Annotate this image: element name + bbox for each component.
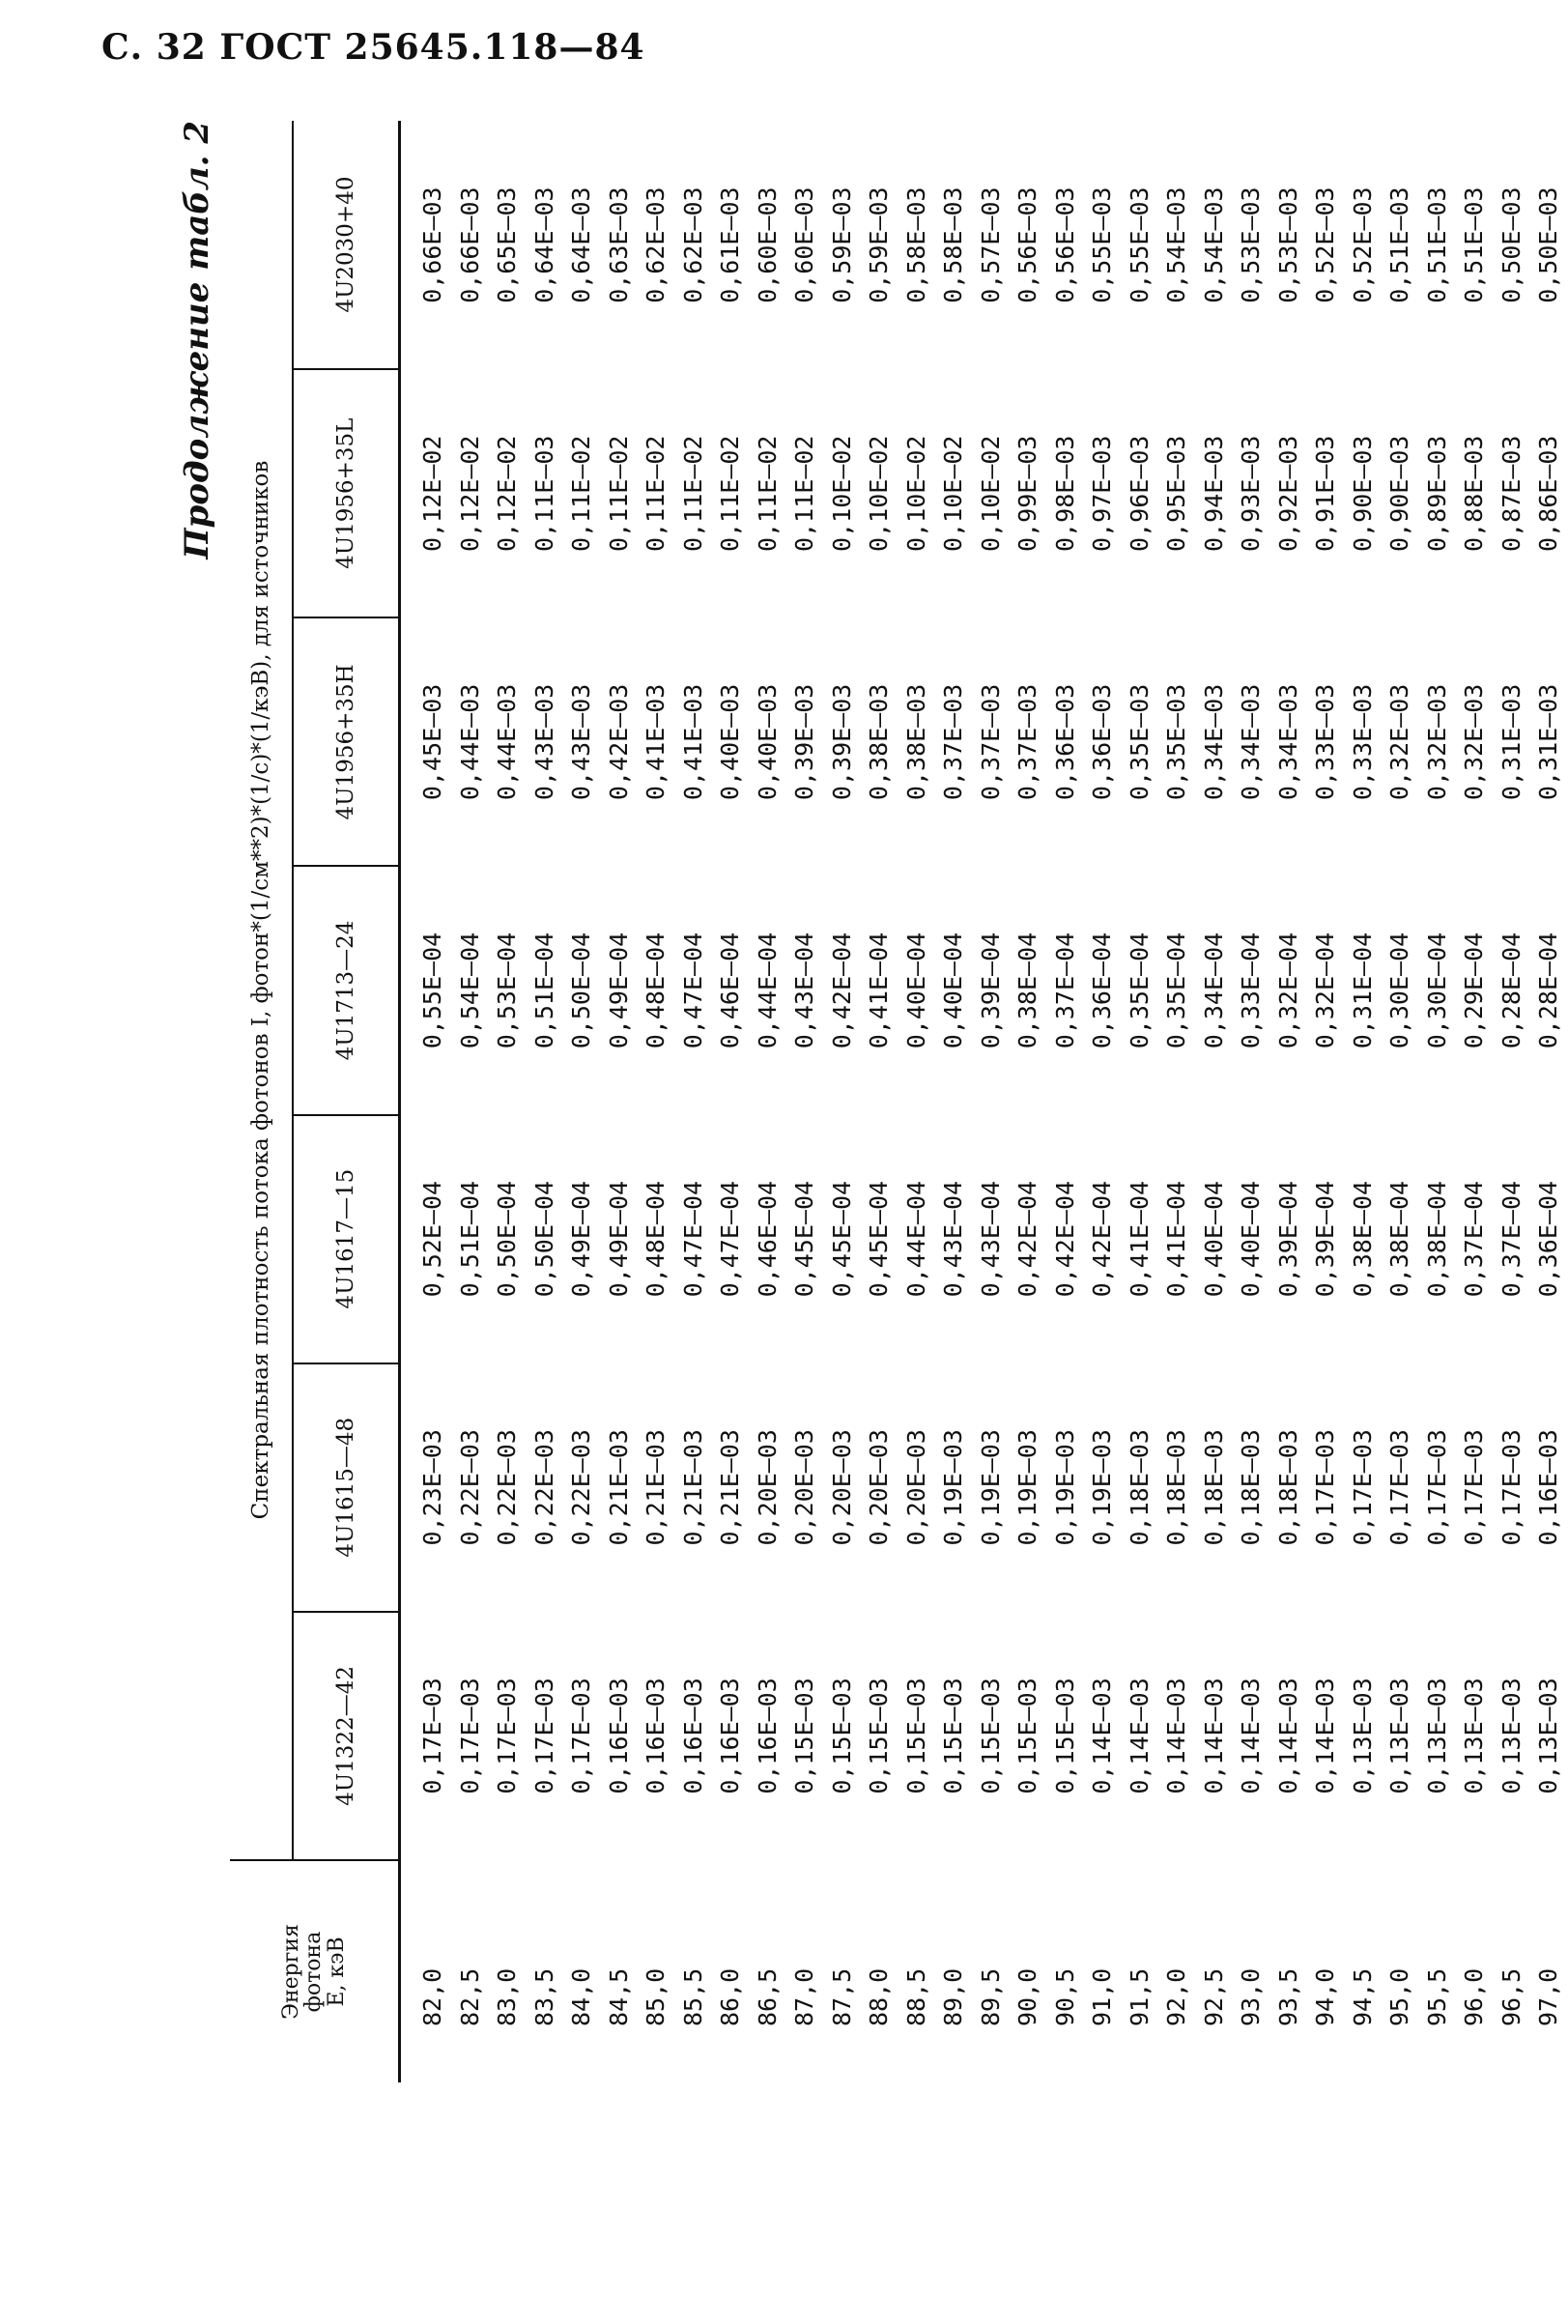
value-cell: 0,14E—03 [1125,1678,1154,1794]
value-cell: 0,37E—04 [1497,1180,1525,1298]
table-row [973,121,1011,2082]
energy-cell: 94,5 [1348,1967,1377,2026]
table-row [601,121,639,2082]
value-cell: 0,19E—03 [1050,1429,1079,1546]
value-cell: 0,41E—04 [1162,1180,1190,1298]
value-cell: 0,17E—03 [455,1678,484,1794]
value-cell: 0,20E—03 [753,1429,782,1546]
value-cell: 0,21E—03 [716,1429,744,1546]
energy-cell: 82,5 [455,1967,484,2026]
value-cell: 0,89E—03 [1422,435,1451,552]
value-cell: 0,54E—03 [1162,186,1190,303]
value-cell: 0,11E—02 [641,435,670,552]
value-cell: 0,99E—03 [1013,435,1041,552]
value-cell: 0,63E—03 [604,186,633,303]
value-cell: 0,42E—04 [1088,1180,1116,1298]
value-cell: 0,45E—04 [790,1180,818,1298]
value-cell: 0,88E—03 [1460,435,1488,552]
table-row [527,121,564,2082]
value-cell: 0,18E—03 [1162,1429,1190,1546]
value-cell: 0,49E—04 [604,1180,633,1298]
value-cell: 0,35E—03 [1125,683,1154,801]
value-cell: 0,15E—03 [827,1678,856,1794]
value-cell: 0,15E—03 [790,1678,818,1794]
value-cell: 0,43E—04 [976,1180,1005,1298]
value-cell: 0,43E—03 [567,683,595,801]
value-cell: 0,58E—03 [939,186,967,303]
value-cell: 0,35E—04 [1162,932,1190,1049]
value-cell: 0,37E—03 [939,683,967,801]
value-cell: 0,14E—03 [1088,1678,1116,1794]
energy-cell: 96,0 [1460,1967,1488,2026]
energy-cell: 90,0 [1013,1967,1041,2026]
value-cell: 0,65E—03 [493,186,521,303]
table-row [1456,121,1494,2082]
value-cell: 0,22E—03 [493,1429,521,1546]
value-cell: 0,31E—04 [1348,932,1377,1049]
table-row [1233,121,1270,2082]
value-cell: 0,49E—04 [604,932,633,1049]
table-row [1382,121,1419,2082]
value-cell: 0,47E—04 [716,1180,744,1298]
table-row [400,121,452,2082]
value-cell: 0,10E—02 [865,435,893,552]
value-cell: 0,16E—03 [716,1678,744,1794]
value-cell: 0,18E—03 [1273,1429,1302,1546]
energy-cell: 85,0 [641,1967,670,2026]
source-column-header: 4U1322—42 [293,1612,400,1860]
value-cell: 0,11E—02 [604,435,633,552]
value-cell: 0,19E—03 [976,1429,1005,1546]
energy-header-line: Энергия [279,1924,304,2020]
table-row [824,121,862,2082]
value-cell: 0,51E—04 [455,1180,484,1298]
value-cell: 0,34E—03 [1199,683,1228,801]
page-header: С. 32 ГОСТ 25645.118—84 [101,27,645,68]
energy-cell: 83,5 [529,1967,558,2026]
value-cell: 0,95E—03 [1162,435,1190,552]
value-cell: 0,40E—03 [716,683,744,801]
table-row [1345,121,1383,2082]
value-cell: 0,15E—03 [976,1678,1005,1794]
value-cell: 0,50E—04 [567,932,595,1049]
value-cell: 0,40E—03 [753,683,782,801]
value-cell: 0,16E—03 [678,1678,707,1794]
value-cell: 0,32E—03 [1385,683,1413,801]
value-cell: 0,40E—04 [939,932,967,1049]
value-cell: 0,42E—04 [827,932,856,1049]
value-cell: 0,54E—03 [1199,186,1228,303]
value-cell: 0,35E—04 [1125,932,1154,1049]
value-cell: 0,14E—03 [1273,1678,1302,1794]
source-header-row [293,121,400,2082]
value-cell: 0,47E—04 [678,932,707,1049]
value-cell: 0,60E—03 [753,186,782,303]
value-cell: 0,51E—03 [1385,186,1413,303]
value-cell: 0,51E—04 [529,932,558,1049]
value-cell: 0,13E—03 [1534,1678,1562,1794]
value-cell: 0,41E—04 [1125,1180,1154,1298]
table-row [712,121,750,2082]
value-cell: 0,62E—03 [641,186,670,303]
value-cell: 0,16E—03 [604,1678,633,1794]
value-cell: 0,13E—03 [1348,1678,1377,1794]
energy-cell: 96,5 [1497,1967,1525,2026]
value-cell: 0,17E—03 [1460,1429,1488,1546]
energy-cell: 95,5 [1422,1967,1451,2026]
value-cell: 0,38E—03 [901,683,930,801]
spectral-density-table [230,121,1568,2082]
value-cell: 0,18E—03 [1199,1429,1228,1546]
value-cell: 0,37E—04 [1050,932,1079,1049]
value-cell: 0,41E—04 [865,932,893,1049]
energy-cell: 85,5 [678,1967,707,2026]
value-cell: 0,17E—03 [1497,1429,1525,1546]
value-cell: 0,43E—03 [529,683,558,801]
value-cell: 0,11E—02 [753,435,782,552]
value-cell: 0,17E—03 [418,1678,446,1794]
source-column-header: 4U1956+35L [293,369,400,617]
value-cell: 0,39E—04 [1273,1180,1302,1298]
source-column-header: 4U2030+40 [293,121,400,369]
value-cell: 0,11E—03 [529,435,558,552]
value-cell: 0,44E—03 [493,683,521,801]
energy-cell: 84,0 [567,1967,595,2026]
energy-header-line: фотона [301,1931,327,2013]
value-cell: 0,97E—03 [1088,435,1116,552]
value-cell: 0,10E—02 [901,435,930,552]
value-cell: 0,21E—03 [678,1429,707,1546]
value-cell: 0,48E—04 [641,932,670,1049]
value-cell: 0,42E—04 [1050,1180,1079,1298]
source-column-header: 4U1615—48 [293,1363,400,1612]
value-cell: 0,37E—04 [1460,1180,1488,1298]
value-cell: 0,94E—03 [1199,435,1228,552]
value-cell: 0,31E—03 [1497,683,1525,801]
value-cell: 0,66E—03 [455,186,484,303]
value-cell: 0,44E—04 [901,1180,930,1298]
value-cell: 0,38E—04 [1013,932,1041,1049]
value-cell: 0,92E—03 [1273,435,1302,552]
table-row [1530,121,1568,2082]
value-cell: 0,53E—03 [1273,186,1302,303]
value-cell: 0,55E—03 [1125,186,1154,303]
value-cell: 0,59E—03 [827,186,856,303]
value-cell: 0,87E—03 [1497,435,1525,552]
value-cell: 0,53E—04 [493,932,521,1049]
value-cell: 0,55E—03 [1088,186,1116,303]
energy-cell: 91,0 [1088,1967,1116,2026]
table-row [1084,121,1122,2082]
value-cell: 0,13E—03 [1497,1678,1525,1794]
energy-cell: 88,5 [901,1967,930,2026]
value-cell: 0,54E—04 [455,932,484,1049]
value-cell: 0,13E—03 [1460,1678,1488,1794]
continuation-label: Продолжение табл. 2 [178,121,216,559]
value-cell: 0,17E—03 [567,1678,595,1794]
value-cell: 0,51E—03 [1460,186,1488,303]
energy-cell: 84,5 [604,1967,633,2026]
table-row [1158,121,1196,2082]
value-cell: 0,17E—03 [493,1678,521,1794]
table-row [489,121,527,2082]
value-cell: 0,50E—03 [1534,186,1562,303]
energy-cell: 95,0 [1385,1967,1413,2026]
value-cell: 0,30E—04 [1422,932,1451,1049]
value-cell: 0,20E—03 [865,1429,893,1546]
value-cell: 0,96E—03 [1125,435,1154,552]
value-cell: 0,43E—04 [790,932,818,1049]
value-cell: 0,34E—03 [1273,683,1302,801]
value-cell: 0,32E—03 [1460,683,1488,801]
energy-cell: 87,5 [827,1967,856,2026]
energy-column-header [230,1860,400,2082]
table-row [1196,121,1234,2082]
value-cell: 0,37E—03 [1013,683,1041,801]
energy-cell: 88,0 [865,1967,893,2026]
value-cell: 0,17E—03 [529,1678,558,1794]
value-cell: 0,15E—03 [1050,1678,1079,1794]
value-cell: 0,47E—04 [678,1180,707,1298]
value-cell: 0,16E—03 [641,1678,670,1794]
value-cell: 0,55E—04 [418,932,446,1049]
value-cell: 0,11E—02 [716,435,744,552]
value-cell: 0,35E—03 [1162,683,1190,801]
value-cell: 0,19E—03 [1088,1429,1116,1546]
value-cell: 0,38E—04 [1422,1180,1451,1298]
value-cell: 0,39E—03 [790,683,818,801]
value-cell: 0,38E—04 [1385,1180,1413,1298]
table-row [1270,121,1308,2082]
value-cell: 0,62E—03 [678,186,707,303]
source-column-header: 4U1713—24 [293,866,400,1114]
value-cell: 0,52E—03 [1311,186,1339,303]
energy-cell: 91,5 [1125,1967,1154,2026]
source-column-header: 4U1956+35H [293,617,400,866]
value-cell: 0,31E—03 [1534,683,1562,801]
value-cell: 0,23E—03 [418,1429,446,1546]
table-row [1419,121,1457,2082]
value-cell: 0,36E—03 [1088,683,1116,801]
table-row [1307,121,1345,2082]
value-cell: 0,14E—03 [1162,1678,1190,1794]
value-cell: 0,15E—03 [939,1678,967,1794]
table-row [1122,121,1159,2082]
value-cell: 0,57E—03 [976,186,1005,303]
value-cell: 0,10E—02 [827,435,856,552]
value-cell: 0,18E—03 [1125,1429,1154,1546]
table-row [675,121,713,2082]
value-cell: 0,20E—03 [827,1429,856,1546]
value-cell: 0,19E—03 [1013,1429,1041,1546]
value-cell: 0,90E—03 [1385,435,1413,552]
energy-cell: 87,0 [790,1967,818,2026]
value-cell: 0,60E—03 [790,186,818,303]
value-cell: 0,43E—04 [939,1180,967,1298]
value-cell: 0,48E—04 [641,1180,670,1298]
value-cell: 0,42E—04 [1013,1180,1041,1298]
energy-cell: 92,5 [1199,1967,1228,2026]
energy-cell: 82,0 [418,1967,446,2026]
table-row [935,121,973,2082]
value-cell: 0,11E—02 [790,435,818,552]
value-cell: 0,40E—04 [1199,1180,1228,1298]
table-body [400,121,1568,2082]
value-cell: 0,22E—03 [529,1429,558,1546]
value-cell: 0,29E—04 [1460,932,1488,1049]
energy-cell: 92,0 [1162,1967,1190,2026]
value-cell: 0,44E—03 [455,683,484,801]
value-cell: 0,13E—03 [1385,1678,1413,1794]
value-cell: 0,22E—03 [455,1429,484,1546]
value-cell: 0,33E—04 [1237,932,1265,1049]
value-cell: 0,33E—03 [1348,683,1377,801]
value-cell: 0,21E—03 [604,1429,633,1546]
value-cell: 0,52E—03 [1348,186,1377,303]
value-cell: 0,42E—03 [604,683,633,801]
value-cell: 0,46E—04 [716,932,744,1049]
group-header: Спектральная плотность потока фотонов I, фотон*(1/см**2)*(1/с)*(1/кэВ), для источников [230,121,293,1860]
value-cell: 0,49E—04 [567,1180,595,1298]
table-row [638,121,675,2082]
value-cell: 0,51E—03 [1422,186,1451,303]
value-cell: 0,19E—03 [939,1429,967,1546]
value-cell: 0,14E—03 [1199,1678,1228,1794]
value-cell: 0,15E—03 [1013,1678,1041,1794]
value-cell: 0,38E—03 [865,683,893,801]
value-cell: 0,44E—04 [753,932,782,1049]
value-cell: 0,98E—03 [1050,435,1079,552]
value-cell: 0,45E—04 [865,1180,893,1298]
energy-cell: 86,0 [716,1967,744,2026]
value-cell: 0,17E—03 [1385,1429,1413,1546]
value-cell: 0,22E—03 [567,1429,595,1546]
value-cell: 0,36E—03 [1050,683,1079,801]
value-cell: 0,18E—03 [1237,1429,1265,1546]
value-cell: 0,59E—03 [865,186,893,303]
value-cell: 0,17E—03 [1311,1429,1339,1546]
value-cell: 0,41E—03 [678,683,707,801]
value-cell: 0,66E—03 [418,186,446,303]
value-cell: 0,21E—03 [641,1429,670,1546]
value-cell: 0,14E—03 [1237,1678,1265,1794]
table-row [750,121,787,2082]
value-cell: 0,50E—04 [493,1180,521,1298]
value-cell: 0,32E—04 [1311,932,1339,1049]
value-cell: 0,39E—04 [976,932,1005,1049]
value-cell: 0,12E—02 [455,435,484,552]
value-cell: 0,16E—03 [753,1678,782,1794]
value-cell: 0,53E—03 [1237,186,1265,303]
table-row [1010,121,1047,2082]
value-cell: 0,17E—03 [1348,1429,1377,1546]
value-cell: 0,45E—03 [418,683,446,801]
table-row [861,121,898,2082]
energy-cell: 97,0 [1534,1967,1562,2026]
value-cell: 0,91E—03 [1311,435,1339,552]
value-cell: 0,41E—03 [641,683,670,801]
value-cell: 0,93E—03 [1237,435,1265,552]
value-cell: 0,10E—02 [939,435,967,552]
energy-header-line: E, кэВ [324,1937,349,2007]
energy-cell: 89,0 [939,1967,967,2026]
table-row [1494,121,1531,2082]
value-cell: 0,40E—04 [1237,1180,1265,1298]
energy-cell: 89,5 [976,1967,1005,2026]
value-cell: 0,39E—03 [827,683,856,801]
value-cell: 0,13E—03 [1422,1678,1451,1794]
value-cell: 0,32E—04 [1273,932,1302,1049]
value-cell: 0,36E—04 [1534,1180,1562,1298]
energy-cell: 90,5 [1050,1967,1079,2026]
value-cell: 0,28E—04 [1534,932,1562,1049]
value-cell: 0,30E—04 [1385,932,1413,1049]
table-row [1047,121,1085,2082]
rotated-table-block [172,121,1562,2082]
source-column-header: 4U1617—15 [293,1115,400,1363]
value-cell: 0,10E—02 [976,435,1005,552]
value-cell: 0,15E—03 [901,1678,930,1794]
value-cell: 0,32E—03 [1422,683,1451,801]
value-cell: 0,86E—03 [1534,435,1562,552]
value-cell: 0,28E—04 [1497,932,1525,1049]
energy-cell: 86,5 [753,1967,782,2026]
value-cell: 0,33E—03 [1311,683,1339,801]
value-cell: 0,50E—03 [1497,186,1525,303]
value-cell: 0,20E—03 [790,1429,818,1546]
value-cell: 0,64E—03 [567,186,595,303]
value-cell: 0,37E—03 [976,683,1005,801]
value-cell: 0,40E—04 [901,932,930,1049]
value-cell: 0,36E—04 [1088,932,1116,1049]
value-cell: 0,34E—03 [1237,683,1265,801]
value-cell: 0,14E—03 [1311,1678,1339,1794]
value-cell: 0,56E—03 [1050,186,1079,303]
value-cell: 0,61E—03 [716,186,744,303]
value-cell: 0,56E—03 [1013,186,1041,303]
table-row [786,121,824,2082]
energy-cell: 93,5 [1273,1967,1302,2026]
table-row [563,121,601,2082]
value-cell: 0,17E—03 [1422,1429,1451,1546]
value-cell: 0,34E—04 [1199,932,1228,1049]
value-cell: 0,15E—03 [865,1678,893,1794]
energy-cell: 93,0 [1237,1967,1265,2026]
value-cell: 0,38E—04 [1348,1180,1377,1298]
value-cell: 0,20E—03 [901,1429,930,1546]
table-row [898,121,936,2082]
value-cell: 0,12E—02 [418,435,446,552]
table-row [452,121,490,2082]
value-cell: 0,52E—04 [418,1180,446,1298]
value-cell: 0,58E—03 [901,186,930,303]
value-cell: 0,11E—02 [678,435,707,552]
energy-cell: 83,0 [493,1967,521,2026]
energy-cell: 94,0 [1311,1967,1339,2026]
value-cell: 0,50E—04 [529,1180,558,1298]
value-cell: 0,11E—02 [567,435,595,552]
value-cell: 0,45E—04 [827,1180,856,1298]
value-cell: 0,39E—04 [1311,1180,1339,1298]
value-cell: 0,90E—03 [1348,435,1377,552]
value-cell: 0,12E—02 [493,435,521,552]
value-cell: 0,46E—04 [753,1180,782,1298]
value-cell: 0,16E—03 [1534,1429,1562,1546]
value-cell: 0,64E—03 [529,186,558,303]
